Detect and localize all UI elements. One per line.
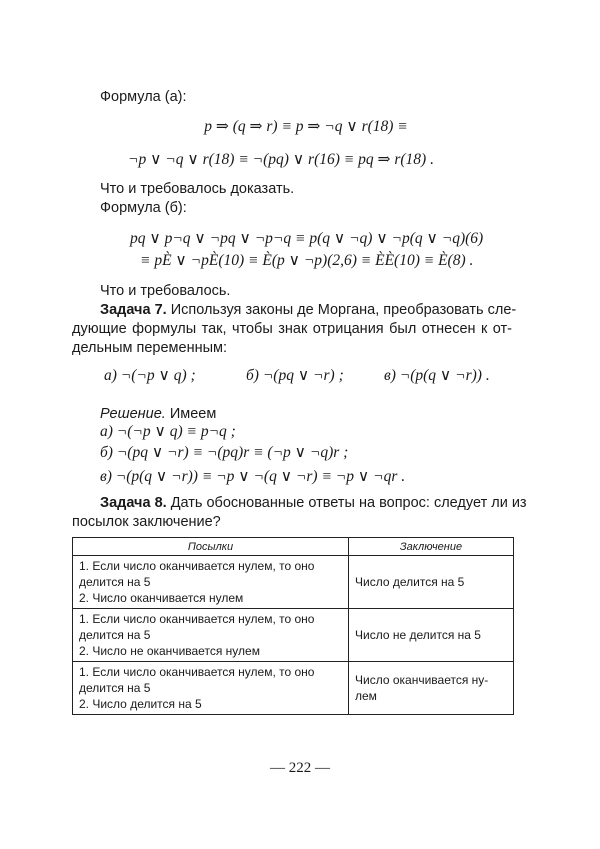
premise-2: 2. Число оканчивается нулем (79, 591, 244, 605)
solution-c: в) ¬(p(q ∨ ¬r)) ≡ ¬p ∨ ¬(q ∨ ¬r) ≡ ¬p ∨ ¬qr . (100, 468, 406, 485)
premises-cell (73, 556, 349, 609)
formula-a-label: Формула (а): (100, 89, 187, 105)
premise-2: 2. Число делится на 5 (79, 697, 202, 711)
required-text: Что и требовалось. (100, 283, 231, 299)
solution-line (100, 404, 216, 424)
table-row (73, 609, 514, 662)
task7-item-a: а) ¬(¬p ∨ q) ; (104, 367, 196, 384)
premise-1: 1. Если число оканчивается нулем, то оно делится на 5 (79, 612, 315, 642)
proved-text: Что и требовалось доказать. (100, 181, 295, 197)
formula-a-line-2: ¬p ∨ ¬q ∨ r(18) ≡ ¬(pq) ∨ r(16) ≡ pq ⇒ r(18) . (128, 151, 434, 168)
page-number: — 222 — (270, 760, 330, 776)
solution-label: Решение. (100, 406, 166, 422)
conclusion-cell: Число не делится на 5 (349, 609, 514, 662)
premise-1: 1. Если число оканчивается нулем, то оно делится на 5 (79, 665, 315, 695)
premises-cell (73, 662, 349, 715)
task8-text-2: посылок заключение? (72, 514, 221, 530)
task7-text-3: дельным переменным: (72, 340, 227, 356)
conclusion-cell: Число оканчивается ну-лем (349, 662, 514, 715)
task7-text-2: дующие формулы так, чтобы знак отрицания был отнесен к от- (72, 321, 512, 337)
task8-title: Задача 8. (100, 495, 167, 511)
task7-item-c: в) ¬(p(q ∨ ¬r)) . (384, 367, 490, 384)
task7-paragraph-line-1 (100, 300, 517, 320)
task8-text-1: Дать обоснованные ответы на вопрос: следует ли из (170, 495, 527, 511)
header-premises: Посылки (73, 538, 349, 556)
task7-title: Задача 7. (100, 302, 167, 318)
header-conclusion: Заключение (349, 538, 514, 556)
formula-a-line-1: p ⇒ (q ⇒ r) ≡ p ⇒ ¬q ∨ r(18) ≡ (204, 118, 408, 135)
formula-b-line-1: pq ∨ p¬q ∨ ¬pq ∨ ¬p¬q ≡ p(q ∨ ¬q) ∨ ¬p(q ∨ ¬q)(6) (130, 230, 484, 247)
formula-b-label: Формула (б): (100, 200, 187, 216)
solution-a: а) ¬(¬p ∨ q) ≡ p¬q ; (100, 423, 236, 440)
conclusion-cell: Число делится на 5 (349, 556, 514, 609)
premises-table (72, 537, 514, 715)
premise-1: 1. Если число оканчивается нулем, то оно делится на 5 (79, 559, 315, 589)
task8-paragraph-line-1 (100, 493, 527, 513)
solution-b: б) ¬(pq ∨ ¬r) ≡ ¬(pq)r ≡ (¬p ∨ ¬q)r ; (100, 444, 349, 461)
solution-text: Имеем (169, 406, 217, 422)
premise-2: 2. Число не оканчивается нулем (79, 644, 260, 658)
task7-item-b: б) ¬(pq ∨ ¬r) ; (246, 367, 344, 384)
table-header-row (73, 538, 514, 556)
task7-text-1: Используя законы де Моргана, преобразовать сле- (170, 302, 517, 318)
formula-b-line-2: ≡ pÈ ∨ ¬pÈ(10) ≡ È(p ∨ ¬p)(2,6) ≡ ÈÈ(10) ≡ È(8) . (140, 252, 474, 269)
table-row (73, 662, 514, 715)
table-row (73, 556, 514, 609)
premises-cell (73, 609, 349, 662)
